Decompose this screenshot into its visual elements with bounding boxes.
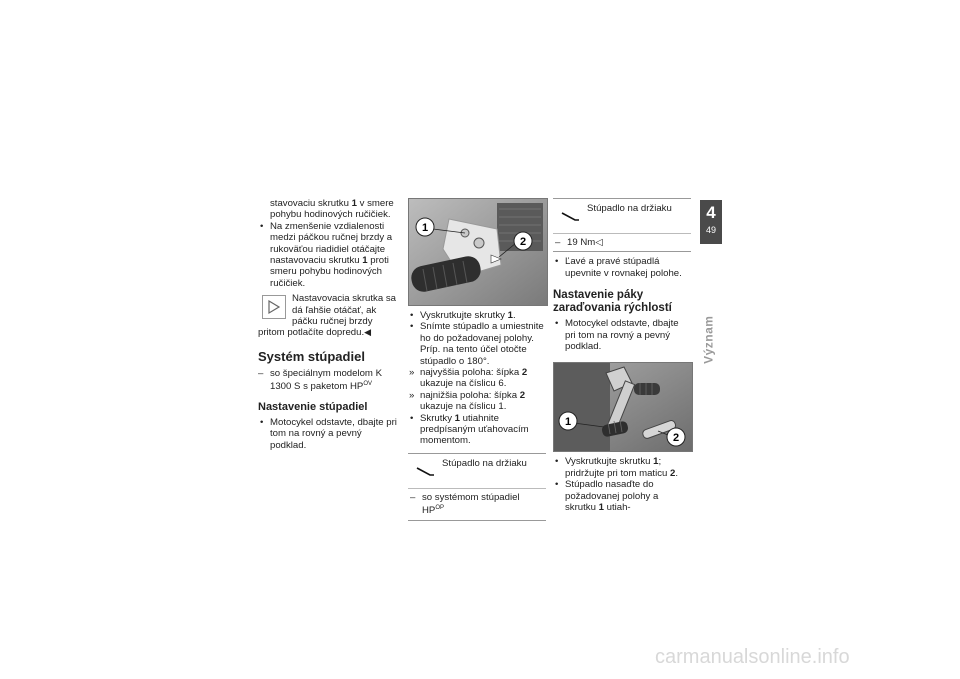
column-right xyxy=(553,198,691,513)
bullet-remove-gear-screw: • Vyskrutkujte skrutku 1; pridržujte pri tom maticu 2. xyxy=(553,456,691,479)
bullet-tighten-screws: • Skrutky 1 utiahnite predpísaným uťahovacím momentom. xyxy=(408,413,546,447)
bullet-same-position: • Ľavé a pravé stúpadlá upevnite v rovnakej polohe. xyxy=(553,256,691,279)
spec-title: Stúpadlo na držiaku xyxy=(587,203,672,214)
wrench-icon xyxy=(561,211,581,223)
bullet-park-motorcycle-2: • Motocykel odstavte, dbajte pri tom na rovný a pevný podklad. xyxy=(553,318,691,352)
continued-paragraph: stavovaciu skrutku 1 v smere pohybu hodinových ručičiek. xyxy=(270,198,394,221)
hint-note xyxy=(258,293,398,339)
gear-lever-photo xyxy=(553,362,693,452)
spec-title: Stúpadlo na držiaku xyxy=(442,457,527,469)
spec-line: – so systémom stúpadiel $HP^{OP}$ xyxy=(410,492,544,517)
torque-spec-box-2 xyxy=(553,198,691,252)
bullet-mount-gear-lever: • Stúpadlo nasaďte do požadovanej polohy a skrutku 1 utiah- xyxy=(553,479,691,513)
photo-label-1: 1 xyxy=(421,222,429,234)
heading-footrest-system: Systém stúpadiel xyxy=(258,348,365,364)
chapter-side-title: Význam xyxy=(701,315,716,365)
result-lowest-position: » najnižšia poloha: šípka 2 ukazuje na číslicu 1. xyxy=(408,390,546,413)
torque-spec-box xyxy=(408,453,546,521)
hint-triangle-icon xyxy=(262,295,286,319)
bullet-park-motorcycle: • Motocykel odstavte, dbajte pri tom na rovný a pevný podklad. xyxy=(258,417,398,451)
column-middle xyxy=(408,198,546,525)
photo-label-2: 2 xyxy=(519,236,527,248)
hint-text: Nastavovacia skrutka sa dá ľahšie otáčať, ak páčku ručnej brzdy pritom potlačíte dopredu. xyxy=(258,293,396,339)
heading-footrest-adjust: Nastavenie stúpadiel xyxy=(258,400,368,413)
wrench-icon xyxy=(416,466,436,478)
spec-torque-value: – 19 Nm◁ xyxy=(555,237,689,248)
chapter-tab xyxy=(700,200,722,244)
torque-symbol: ◁ xyxy=(595,237,603,248)
photo-label-2: 2 xyxy=(672,432,680,445)
column-left xyxy=(258,198,398,451)
bullet-remove-screws: • Vyskrutkujte skrutky 1. xyxy=(408,310,546,321)
footrest-photo xyxy=(408,198,548,306)
watermark: carmanualsonline.info xyxy=(655,646,850,668)
chapter-number: 4 xyxy=(706,203,716,222)
end-mark: ◀ xyxy=(364,327,372,338)
heading-gear-lever: Nastavenie páky zaraďovania rýchlostí xyxy=(553,289,672,315)
photo-label-1: 1 xyxy=(564,416,572,429)
result-highest-position: » najvyššia poloha: šípka 2 ukazuje na číslicu 6. xyxy=(408,367,546,390)
page-number: 49 xyxy=(705,225,716,235)
dash-model-note: – so špeciálnym modelom K 1300 S s paketom $HP^{OV}$ xyxy=(258,368,398,393)
bullet-position-footrest: • Snímte stúpadlo a umiestnite ho do požadovanej polohy. Príp. na tento účel otočte stúpadlo o 180°. xyxy=(408,321,546,367)
bullet-reduce-distance: • Na zmenšenie vzdialenosti medzi páčkou ručnej brzdy a rukoväťou riadidiel otáčajte nastavovaciu skrutku 1 proti smeru pohybu hodinových ručičiek. xyxy=(258,221,398,289)
